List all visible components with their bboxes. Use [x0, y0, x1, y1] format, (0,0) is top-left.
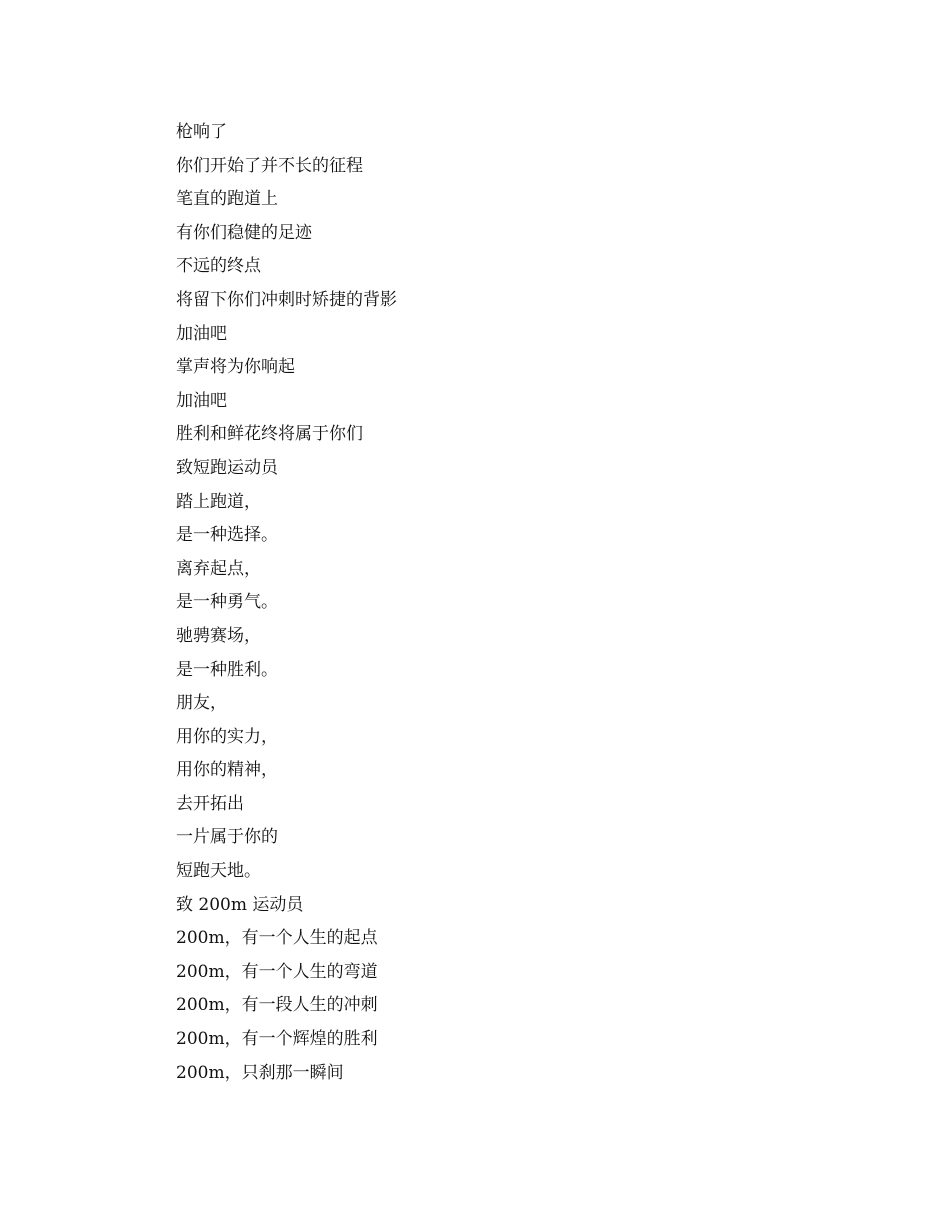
poem-line: 不远的终点	[176, 256, 261, 277]
poem-line: 200m，有一个辉煌的胜利	[176, 1029, 378, 1050]
poem-line: 200m，有一个人生的起点	[176, 928, 378, 949]
poem-line: 加油吧	[176, 323, 227, 344]
poem-line: 驰骋赛场，	[176, 625, 261, 646]
poem-line: 200m，有一个人生的弯道	[176, 961, 378, 982]
poem-line: 200m，有一段人生的冲刺	[176, 995, 378, 1016]
poem-line: 用你的精神，	[176, 760, 278, 781]
poem-line: 将留下你们冲刺时矫捷的背影	[176, 289, 397, 310]
poem-text	[176, 116, 876, 1090]
poem-line: 去开拓出	[176, 793, 244, 814]
section-heading: 致短跑运动员	[176, 457, 278, 478]
poem-line: 踏上跑道，	[176, 491, 261, 512]
poem-line: 是一种勇气。	[176, 592, 278, 613]
poem-line: 枪响了	[176, 122, 227, 142]
poem-line: 短跑天地。	[176, 861, 261, 882]
poem-line: 离弃起点，	[176, 558, 261, 579]
poem-line: 是一种选择。	[176, 525, 278, 546]
poem-line: 用你的实力，	[176, 726, 278, 747]
poem-line: 胜利和鲜花终将属于你们	[176, 424, 363, 445]
poem-line: 一片属于你的	[176, 827, 278, 848]
poem-line: 200m，只刹那一瞬间	[176, 1062, 344, 1083]
poem-line: 有你们稳健的足迹	[176, 222, 312, 243]
poem-line: 掌声将为你响起	[176, 357, 295, 378]
section-heading: 致 200m 运动员	[176, 894, 304, 915]
poem-line: 你们开始了并不长的征程	[176, 155, 363, 176]
poem-line: 笔直的跑道上	[176, 189, 278, 210]
poem-line: 加油吧	[176, 390, 227, 411]
poem-line: 朋友，	[176, 693, 227, 714]
poem-line: 是一种胜利。	[176, 659, 278, 680]
